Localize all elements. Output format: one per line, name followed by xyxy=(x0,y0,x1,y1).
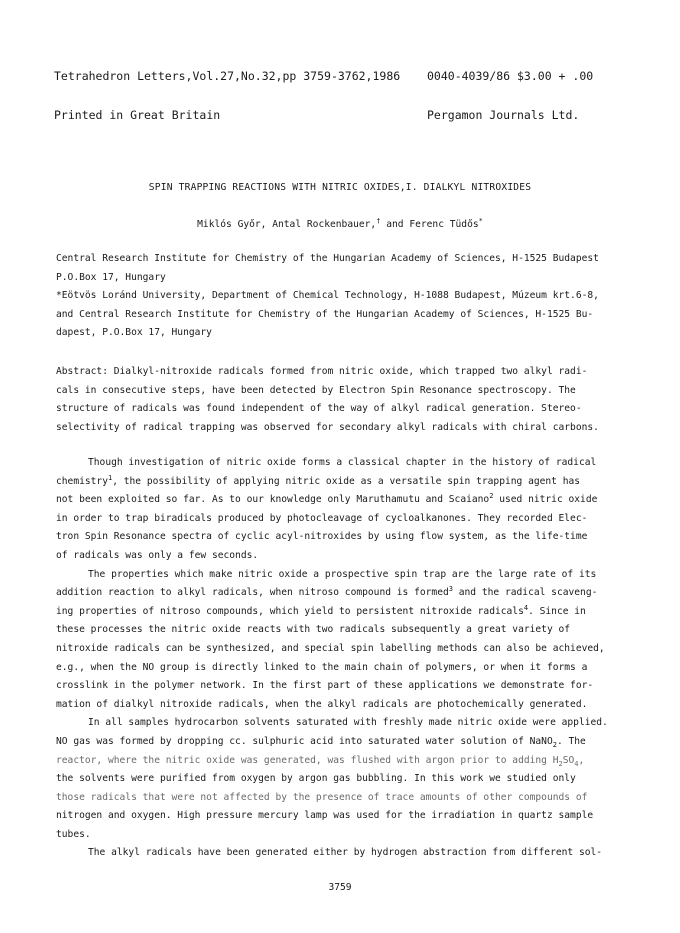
body-line: mation of dialkyl nitroxide radicals, when the alkyl radicals are photochemically generated. xyxy=(56,698,588,710)
body-line: these processes the nitric oxide reacts with two radicals subsequently a great variety of xyxy=(56,624,571,636)
body-line xyxy=(56,473,626,492)
abstract-line: Abstract: Dialkyl-nitroxide radicals formed from nitric oxide, which trapped two alkyl radi- xyxy=(56,366,588,377)
body-line: crosslink in the polymer network. In the first part of these applications we demonstrate for- xyxy=(56,680,594,692)
body-text-run: reactor, where the nitric oxide was generated, was flushed with argon prior to adding H xyxy=(56,754,559,766)
journal-citation xyxy=(54,44,400,148)
body-text-run: NO gas was formed by dropping cc. sulphuric acid into saturated water solution of NaNO xyxy=(56,735,553,747)
affiliation-line: dapest, P.O.Box 17, Hungary xyxy=(56,327,212,339)
body-text-run: and the radical scaveng- xyxy=(452,587,598,599)
publisher-line: Pergamon Journals Ltd. xyxy=(427,108,580,122)
author-name: Antal Rockenbauer, xyxy=(272,219,377,230)
reference-mark: 4 xyxy=(523,603,529,612)
body-text-run: , the possibility of applying nitric oxide as a versatile spin trapping agent has xyxy=(112,475,581,487)
body-line: nitrogen and oxygen. High pressure mercury lamp was used for the irradiation in quartz sample xyxy=(56,810,594,822)
body-text-run: not been exploited so far. As to our knowledge only Maruthamutu and Scaiano xyxy=(56,494,490,506)
abstract xyxy=(56,363,626,437)
author-name: Miklós Győr, xyxy=(197,219,267,230)
reference-mark: 2 xyxy=(489,492,494,501)
body-text-run: addition reaction to alkyl radicals, when nitroso compound is formed xyxy=(56,587,449,599)
body-line: Though investigation of nitric oxide forms a classical chapter in the history of radical xyxy=(88,457,597,468)
body-text-run: . Since in xyxy=(528,605,586,617)
reference-mark: 1 xyxy=(107,473,113,482)
body-line: The properties which make nitric oxide a prospective spin trap are the large rate of its xyxy=(88,568,597,580)
body-line: of radicals was only a few seconds. xyxy=(56,549,259,561)
author-list xyxy=(0,219,680,230)
body-line: those radicals that were not affected by the presence of trace amounts of other compounds of xyxy=(56,791,588,803)
paper-title: SPIN TRAPPING REACTIONS WITH NITRIC OXIDES,I. DIALKYL NITROXIDES xyxy=(148,182,532,193)
subscript: 2 xyxy=(552,740,557,749)
abstract-line: structure of radicals was found independent of the way of alkyl radical generation. Stereo- xyxy=(56,403,582,415)
journal-price xyxy=(427,44,593,148)
reference-mark: 3 xyxy=(448,585,453,594)
body-line: tron Spin Resonance spectra of cyclic acyl-nitroxides by using flow system, as the life-time xyxy=(56,531,588,543)
body-line: nitroxide radicals can be synthesized, and special spin labelling methods can also be achieved, xyxy=(56,642,605,654)
body-line xyxy=(56,733,626,752)
body-line: In all samples hydrocarbon solvents saturated with freshly made nitric oxide were applied. xyxy=(88,717,608,729)
body-line: tubes. xyxy=(56,828,91,840)
body-text-run: ing properties of nitroso compounds, which yield to persistent nitroxide radicals xyxy=(56,605,524,617)
subscript: 4 xyxy=(574,759,579,768)
body-text-run: chemistry xyxy=(56,475,108,487)
body-line xyxy=(56,752,626,771)
body-text-run: . The xyxy=(556,735,586,747)
body-line xyxy=(56,491,626,510)
dagger-mark: † xyxy=(376,217,381,225)
body-line xyxy=(56,603,626,622)
page-number: 3759 xyxy=(328,882,352,893)
body-text-run: SO xyxy=(562,754,575,766)
issn-price-line: 0040-4039/86 $3.00 + .00 xyxy=(427,69,594,83)
author-conjunction: and xyxy=(386,219,404,230)
body-text-run: used nitric oxide xyxy=(493,494,598,506)
subscript: 2 xyxy=(558,759,563,768)
body-text-run: , xyxy=(578,754,585,766)
body-line: in order to trap biradicals produced by photocleavage of cycloalkanones. They recorded Elec- xyxy=(56,512,588,524)
affiliation-line: *Eötvös Loránd University, Department of Chemical Technology, H-1088 Budapest, Múzeum krt.6-8, xyxy=(56,290,599,302)
star-mark: * xyxy=(478,217,483,225)
citation-line: Tetrahedron Letters,Vol.27,No.32,pp 3759-3762,1986 xyxy=(54,69,401,83)
abstract-line: selectivity of radical trapping was observed for secondary alkyl radicals with chiral carbons. xyxy=(56,421,599,433)
body-line: e.g., when the NO group is directly linked to the main chain of polymers, or when it forms a xyxy=(56,661,588,673)
abstract-line: cals in consecutive steps, have been detected by Electron Spin Resonance spectroscopy. The xyxy=(56,384,576,396)
body-line: the solvents were purified from oxygen by argon gas bubbling. In this work we studied only xyxy=(56,773,576,785)
body-line: The alkyl radicals have been generated either by hydrogen abstraction from different sol- xyxy=(88,847,603,859)
printed-in-line: Printed in Great Britain xyxy=(54,108,221,122)
body-line xyxy=(56,584,626,603)
affiliation-line: P.O.Box 17, Hungary xyxy=(56,271,166,283)
affiliation-line: Central Research Institute for Chemistry of the Hungarian Academy of Sciences, H-1525 Budapest xyxy=(56,253,599,264)
body-text xyxy=(56,454,626,863)
author-name: Ferenc Tüdős xyxy=(409,219,479,230)
affiliation-line: and Central Research Institute for Chemistry of the Hungarian Academy of Sciences, H-1525 Bu- xyxy=(56,308,594,320)
affiliations xyxy=(56,250,626,343)
